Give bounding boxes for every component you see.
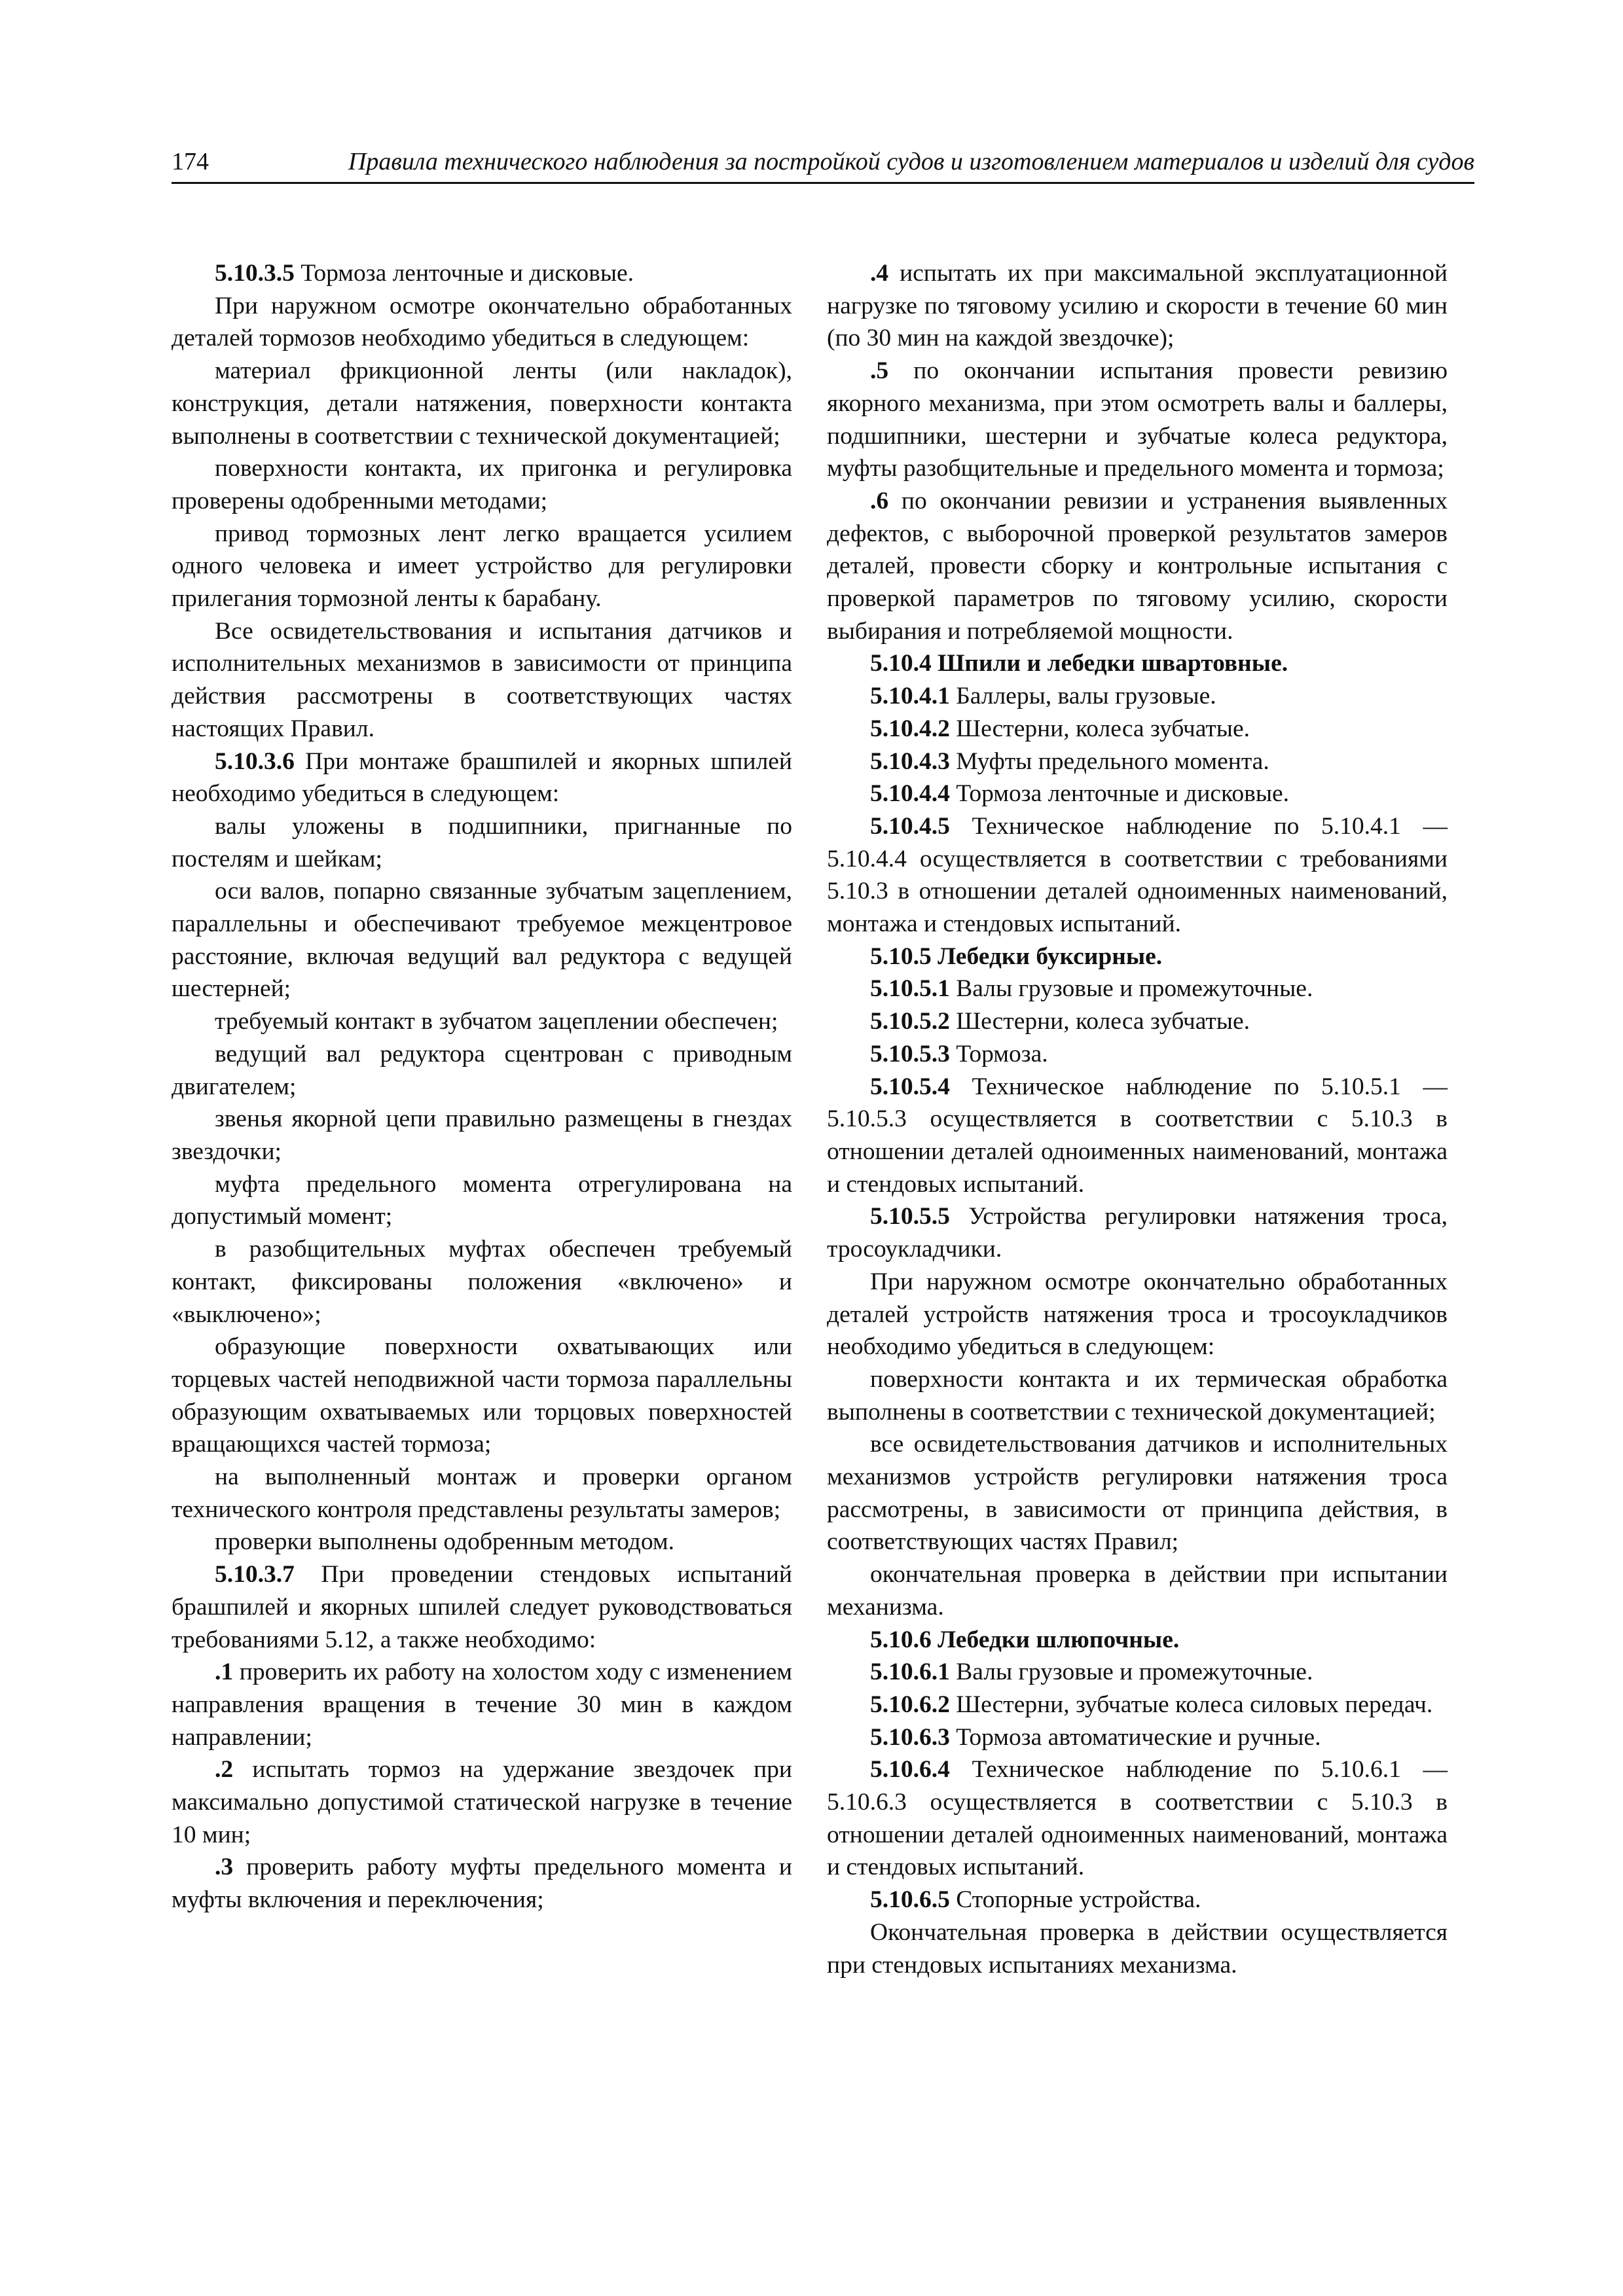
paragraph-text: Валы грузовые и промежуточные. (949, 975, 1313, 1003)
paragraph (172, 1753, 792, 1851)
clause-number: .6 (870, 487, 889, 514)
paragraph (827, 1656, 1448, 1689)
clause-number: .2 (215, 1756, 234, 1784)
paragraph (172, 452, 792, 517)
paragraph (172, 1461, 792, 1526)
clause-number: 5.10.6.3 (870, 1723, 950, 1751)
paragraph (827, 1689, 1448, 1721)
left-column (172, 257, 792, 1916)
paragraph (827, 1363, 1448, 1428)
paragraph (827, 1624, 1448, 1657)
paragraph-text: Стопорные устройства. (949, 1886, 1201, 1914)
paragraph-text: Баллеры, валы грузовые. (949, 683, 1216, 710)
paragraph-text: все освидетельствования датчиков и исполнительных механизмов устройств регулировки натяжения троса рассмотрены, в зависимости от принципа действия, в соответствующих частях Правил; (827, 1431, 1448, 1556)
paragraph (172, 1005, 792, 1038)
clause-number: 5.10.5.2 (870, 1008, 950, 1035)
running-title: Правила технического наблюдения за постройкой судов и изготовлением материалов и изделий для судов (348, 148, 1474, 175)
paragraph-text: привод тормозных лент легко вращается усилием одного человека и имеет устройство для регулировки прилегания тормозной ленты к барабану. (172, 520, 792, 613)
paragraph (172, 1038, 792, 1103)
clause-number: 5.10.3.6 (215, 747, 295, 775)
paragraph-text: звенья якорной цепи правильно размещены в гнездах звездочки; (172, 1105, 792, 1165)
paragraph (172, 1656, 792, 1753)
paragraph (172, 518, 792, 615)
paragraph-text: поверхности контакта, их пригонка и регулировка проверены одобренными методами; (172, 455, 792, 514)
header-rule (172, 182, 1474, 184)
paragraph (827, 1038, 1448, 1071)
paragraph-text: При монтаже брашпилей и якорных шпилей необходимо убедиться в следующем: (172, 747, 792, 808)
paragraph (172, 1331, 792, 1461)
paragraph (172, 1103, 792, 1168)
paragraph-text: Устройства регулировки натяжения троса, тросоукладчики. (827, 1203, 1448, 1263)
paragraph-text: Все освидетельствования и испытания датчиков и исполнительных механизмов в зависимости от принципа действия рассмотрены в соответствующих частях настоящих Правил. (172, 617, 792, 742)
paragraph-text: оси валов, попарно связанные зубчатым зацеплением, параллельны и обеспечивают требуемое межцентровое расстояние, включая ведущий вал редуктора с ведущей шестерней; (172, 878, 792, 1003)
clause-number: .3 (215, 1854, 234, 1881)
paragraph (172, 810, 792, 875)
paragraph (172, 1851, 792, 1916)
paragraph-text: на выполненный монтаж и проверки органом технического контроля представлены результаты замеров; (172, 1463, 792, 1523)
clause-number: 5.10.3.7 (215, 1561, 295, 1588)
paragraph (172, 875, 792, 1005)
paragraph-text: муфта предельного момента отрегулирована на допустимый момент; (172, 1170, 792, 1230)
paragraph (827, 1200, 1448, 1265)
clause-number: 5.10.4.5 (870, 812, 950, 840)
paragraph (827, 485, 1448, 648)
clause-number: 5.10.4 Шпили и лебедки швартовные. (870, 650, 1288, 677)
paragraph (172, 257, 792, 290)
paragraph-text: в разобщительных муфтах обеспечен требуемый контакт, фиксированы положения «включено» и «выключено»; (172, 1236, 792, 1328)
clause-number: 5.10.4.2 (870, 715, 950, 742)
clause-number: 5.10.4.1 (870, 683, 950, 710)
paragraph-text: поверхности контакта и их термическая обработка выполнены в соответствии с технической документацией; (827, 1365, 1448, 1426)
paragraph-text: Шестерни, зубчатые колеса силовых передач. (949, 1691, 1433, 1718)
paragraph-text: Муфты предельного момента. (949, 747, 1269, 775)
paragraph-text: образующие поверхности охватывающих или торцевых частей неподвижной части тормоза параллельны образующим охватываемых или торцовых поверхностей вращающихся частей тормоза; (172, 1333, 792, 1458)
paragraph-text: валы уложены в подшипники, пригнанные по постелям и шейкам; (172, 812, 792, 872)
paragraph (827, 941, 1448, 973)
paragraph (827, 713, 1448, 745)
clause-number: .1 (215, 1659, 234, 1686)
paragraph (827, 810, 1448, 941)
paragraph-text: Техническое наблюдение по 5.10.6.1 — 5.10.6.3 осуществляется в соответствии с 5.10.3 в отношении деталей одноименных наименований, монтажа и стендовых испытаний. (827, 1756, 1448, 1881)
paragraph (827, 1005, 1448, 1038)
running-header (172, 145, 1474, 185)
clause-number: 5.10.4.4 (870, 780, 950, 808)
clause-number: .5 (870, 357, 889, 385)
clause-number: 5.10.5.4 (870, 1073, 950, 1100)
clause-number: 5.10.6.5 (870, 1886, 950, 1914)
paragraph-text: испытать их при максимальной эксплуатационной нагрузке по тяговому усилию и скорости в течение 60 мин (по 30 мин на каждой звездочке); (827, 260, 1448, 352)
paragraph-text: Тормоза автоматические и ручные. (949, 1723, 1321, 1751)
paragraph (827, 355, 1448, 485)
clause-number: 5.10.5.1 (870, 975, 950, 1003)
paragraph-text: Окончательная проверка в действии осуществляется при стендовых испытаниях механизма. (827, 1918, 1448, 1979)
paragraph-text: по окончании испытания провести ревизию якорного механизма, при этом осмотреть валы и баллеры, подшипники, шестерни и зубчатые колеса редуктора, муфты разобщительные и предельного момента и тормоза; (827, 357, 1448, 482)
right-column (827, 257, 1448, 1981)
paragraph-text: При проведении стендовых испытаний брашпилей и якорных шпилей следует руководствоваться требованиями 5.12, а также необходимо: (172, 1561, 792, 1653)
paragraph-text: Тормоза. (949, 1040, 1048, 1067)
clause-number: .4 (870, 260, 889, 287)
paragraph (827, 1884, 1448, 1916)
clause-number: 5.10.4.3 (870, 747, 950, 775)
paragraph-text: окончательная проверка в действии при испытании механизма. (827, 1561, 1448, 1621)
paragraph-text: требуемый контакт в зубчатом зацеплении обеспечен; (215, 1008, 778, 1035)
paragraph (827, 680, 1448, 713)
page-number: 174 (172, 148, 209, 175)
paragraph (827, 778, 1448, 810)
paragraph (172, 290, 792, 355)
paragraph (827, 1428, 1448, 1558)
paragraph-text: Техническое наблюдение по 5.10.4.1 — 5.10.4.4 осуществляется в соответствии с требованиями 5.10.3 в отношении деталей одноименных наименований, монтажа и стендовых испытаний. (827, 812, 1448, 938)
paragraph-text: по окончании ревизии и устранения выявленных дефектов, с выборочной проверкой результатов замеров деталей, провести сборку и контрольные испытания с проверкой параметров по тяговому усилию, скорости выбирания и потребляемой мощности. (827, 487, 1448, 645)
paragraph-text: проверки выполнены одобренным методом. (215, 1528, 674, 1556)
paragraph (827, 257, 1448, 355)
paragraph (827, 1916, 1448, 1981)
paragraph-text: проверить их работу на холостом ходу с изменением направления вращения в течение 30 мин в каждом направлении; (172, 1659, 792, 1751)
paragraph (827, 1721, 1448, 1754)
clause-number: 5.10.6.4 (870, 1756, 950, 1784)
paragraph (827, 745, 1448, 778)
paragraph (827, 1558, 1448, 1623)
paragraph-text: При наружном осмотре окончательно обработанных деталей устройств натяжения троса и тросоукладчиков необходимо убедиться в следующем: (827, 1268, 1448, 1361)
paragraph-text: Тормоза ленточные и дисковые. (949, 780, 1290, 808)
paragraph-text: При наружном осмотре окончательно обработанных деталей тормозов необходимо убедиться в следующем: (172, 292, 792, 352)
paragraph (827, 1266, 1448, 1363)
paragraph (172, 1558, 792, 1656)
clause-number: 5.10.6.2 (870, 1691, 950, 1718)
paragraph (172, 1168, 792, 1233)
paragraph-text: Шестерни, колеса зубчатые. (949, 715, 1250, 742)
clause-number: 5.10.5.5 (870, 1203, 950, 1230)
paragraph (827, 1753, 1448, 1884)
paragraph (172, 1233, 792, 1331)
paragraph (827, 647, 1448, 680)
clause-number: 5.10.5.3 (870, 1040, 950, 1067)
paragraph-text: Шестерни, колеса зубчатые. (949, 1008, 1250, 1035)
paragraph-text: испытать тормоз на удержание звездочек при максимально допустимой статической нагрузке в течение 10 мин; (172, 1756, 792, 1848)
paragraph (827, 973, 1448, 1005)
clause-number: 5.10.3.5 (215, 260, 295, 287)
clause-number: 5.10.5 Лебедки буксирные. (870, 942, 1163, 970)
clause-number: 5.10.6.1 (870, 1659, 950, 1686)
paragraph (172, 745, 792, 810)
paragraph-text: Валы грузовые и промежуточные. (949, 1659, 1313, 1686)
paragraph-text: ведущий вал редуктора сцентрован с приводным двигателем; (172, 1040, 792, 1100)
paragraph-text: проверить работу муфты предельного момента и муфты включения и переключения; (172, 1854, 792, 1914)
clause-number: 5.10.6 Лебедки шлюпочные. (870, 1626, 1180, 1653)
paragraph (172, 615, 792, 745)
paragraph-text: материал фрикционной ленты (или накладок), конструкция, детали натяжения, поверхности контакта выполнены в соответствии с технической документацией; (172, 357, 792, 450)
paragraph-text: Техническое наблюдение по 5.10.5.1 — 5.10.5.3 осуществляется в соответствии с 5.10.3 в отношении деталей одноименных наименований, монтажа и стендовых испытаний. (827, 1073, 1448, 1198)
paragraph (172, 355, 792, 452)
paragraph (827, 1071, 1448, 1201)
paragraph (172, 1526, 792, 1558)
paragraph-text: Тормоза ленточные и дисковые. (294, 260, 634, 287)
